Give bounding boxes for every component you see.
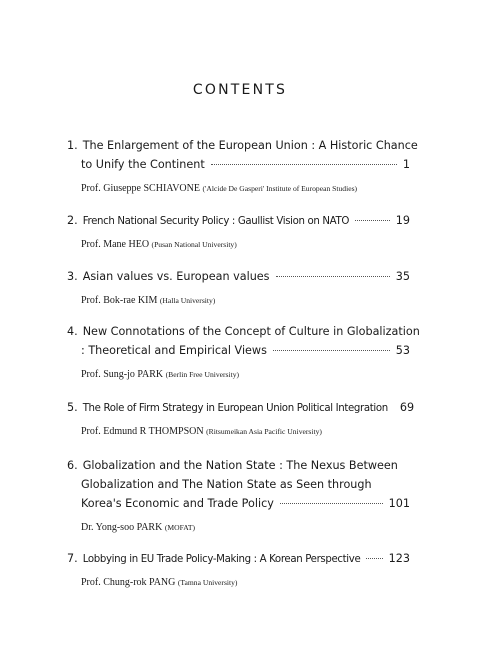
- toc-entry-7: [67, 549, 410, 588]
- entry-number: 2.: [67, 214, 78, 227]
- toc-entry-5: [67, 398, 415, 437]
- entry-title: Asian values vs. European values: [82, 270, 270, 283]
- entry-number: 4.: [67, 325, 78, 338]
- author-name: Dr. Yong-soo PARK: [81, 522, 163, 533]
- entry-page-number: 35: [395, 270, 410, 283]
- entry-title-line: [67, 475, 410, 494]
- entry-title: Lobbying in EU Trade Policy-Making : A Korean Perspective: [82, 554, 361, 565]
- entry-page-number: 1: [402, 158, 410, 171]
- toc-entry-4: [67, 322, 420, 380]
- author-affiliation: (MOFAT): [164, 523, 196, 532]
- entry-number: 7.: [67, 552, 78, 565]
- entry-title: : Theoretical and Empirical Views: [81, 344, 267, 357]
- entry-author: [67, 426, 410, 437]
- entry-page-number: 123: [388, 552, 410, 565]
- entry-page-number: 19: [395, 214, 410, 227]
- author-name: Prof. Bok-rae KIM: [81, 295, 158, 306]
- author-name: Prof. Giuseppe SCHIAVONE: [81, 183, 200, 194]
- author-affiliation: (Pusan National University): [151, 240, 237, 249]
- entry-author: [67, 183, 410, 194]
- author-affiliation: (Berlin Free University): [165, 370, 240, 379]
- entry-author: [67, 239, 410, 250]
- entry-title: Globalization and the Nation State : The Nexus Between: [82, 459, 398, 472]
- toc-entry-1: [67, 136, 418, 194]
- toc-entry-2: [67, 211, 410, 250]
- entry-title-line: [67, 322, 420, 341]
- dot-leader: [355, 220, 390, 221]
- entry-title-line: [67, 341, 410, 360]
- contents-heading: CONTENTS: [192, 82, 288, 98]
- entry-title-line: [67, 494, 410, 513]
- entry-title: to Unify the Continent: [81, 158, 205, 171]
- entry-title-line: [67, 398, 415, 417]
- author-affiliation: (Halla University): [159, 296, 216, 305]
- entry-title: French National Security Policy : Gaullist Vision on NATO: [82, 216, 350, 227]
- entry-page-number: 53: [395, 344, 410, 357]
- entry-author: [67, 295, 410, 306]
- dot-leader: [273, 350, 390, 351]
- author-affiliation: ('Alcide De Gasperi' Institute of European Studies): [202, 184, 358, 193]
- entry-title-line: [67, 155, 410, 174]
- author-affiliation: (Tamna University): [177, 578, 238, 587]
- entry-number: 5.: [67, 401, 78, 414]
- entry-author: [67, 577, 410, 588]
- dot-leader: [366, 558, 382, 559]
- entry-author: [67, 522, 410, 533]
- entry-number: 6.: [67, 459, 78, 472]
- toc-entry-3: [67, 267, 410, 306]
- author-name: Prof. Mane HEO: [81, 239, 150, 250]
- dot-leader: [211, 164, 397, 165]
- entry-number: 3.: [67, 270, 78, 283]
- author-affiliation: (Ritsumeikan Asia Pacific University): [206, 427, 322, 436]
- entry-title-line: [67, 549, 410, 568]
- entry-title: Korea's Economic and Trade Policy: [81, 497, 274, 510]
- entry-number: 1.: [67, 139, 78, 152]
- entry-title-line: [67, 136, 418, 155]
- entry-title-line: [67, 211, 410, 230]
- entry-title-line: [67, 267, 410, 286]
- toc-entry-6: [67, 456, 410, 533]
- entry-author: [67, 369, 410, 380]
- author-name: Prof. Edmund R THOMPSON: [81, 426, 204, 437]
- author-name: Prof. Chung-rok PANG: [81, 577, 176, 588]
- dot-leader: [276, 276, 390, 277]
- entry-page-number: 69: [399, 401, 415, 414]
- entry-title: The Role of Firm Strategy in European Union Political Integration: [82, 403, 388, 414]
- entry-title: The Enlargement of the European Union : A Historic Chance: [82, 139, 418, 152]
- entry-page-number: 101: [388, 497, 410, 510]
- entry-title: Globalization and The Nation State as Seen through: [81, 478, 372, 491]
- author-name: Prof. Sung-jo PARK: [81, 369, 164, 380]
- entry-title-line: [67, 456, 410, 475]
- dot-leader: [280, 503, 383, 504]
- entry-title: New Connotations of the Concept of Culture in Globalization: [82, 325, 420, 338]
